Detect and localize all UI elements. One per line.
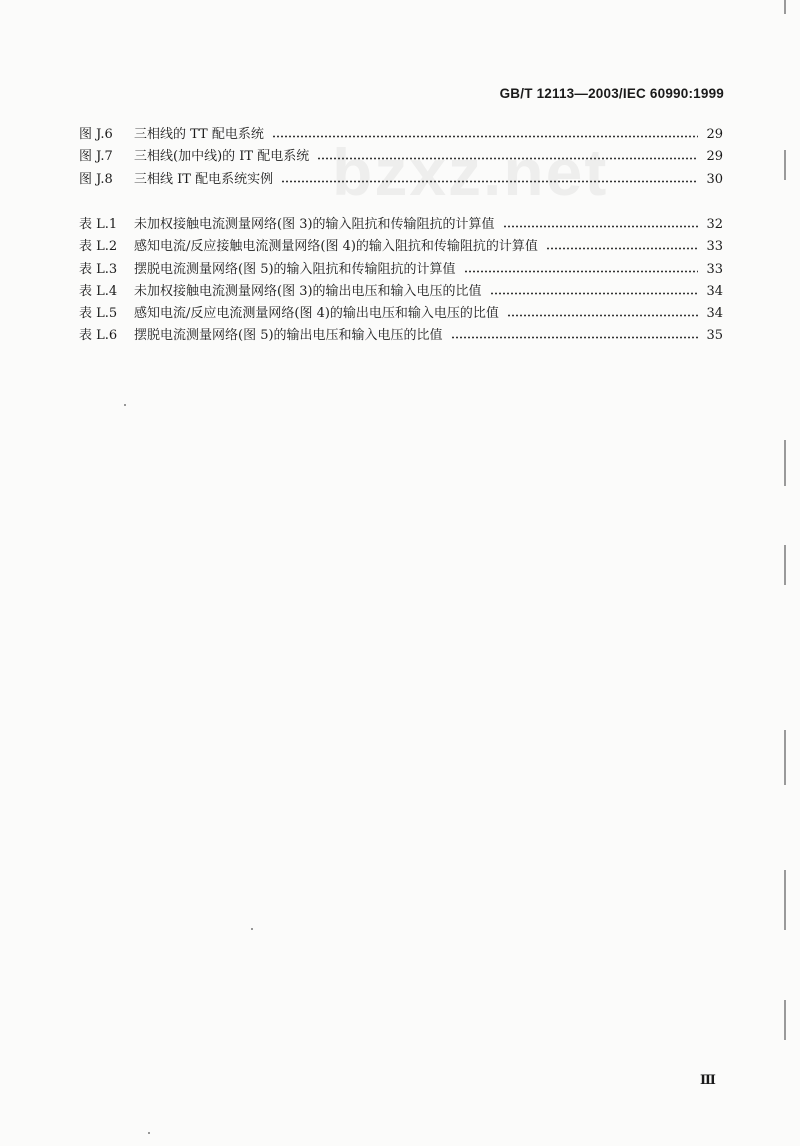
toc-entry-table-l4[interactable]: [79, 281, 723, 303]
entry-page: 32: [706, 217, 723, 232]
page-number: Ⅲ: [700, 1072, 716, 1087]
entry-page: 34: [706, 283, 723, 299]
entry-title: 摆脱电流测量网络(图 5)的输入阻抗和传输阻抗的计算值: [134, 261, 456, 277]
scan-edge-mark: [784, 0, 786, 14]
entry-page: 34: [706, 306, 723, 322]
figure-list: [79, 124, 723, 191]
entry-title: 摆脱电流测量网络(图 5)的输出电压和输入电压的比值: [134, 328, 443, 344]
leader-dots: [281, 174, 698, 183]
entry-page: 29: [706, 127, 723, 142]
leader-dots: [272, 129, 698, 138]
toc-entry-figure-j7[interactable]: [79, 146, 723, 168]
toc-entry-figure-j8[interactable]: [79, 169, 723, 191]
toc-entry-table-l6[interactable]: [79, 325, 723, 347]
standard-code-header: GB/T 12113—2003/IEC 60990:1999: [499, 86, 724, 101]
entry-number: 表 L.2: [79, 239, 118, 255]
leader-dots: [317, 151, 698, 160]
watermark: bzxz.net: [332, 135, 609, 209]
scan-speck: [251, 928, 253, 930]
entry-title: 三相线 IT 配电系统实例: [134, 171, 274, 187]
entry-title: 未加权接触电流测量网络(图 3)的输入阻抗和传输阻抗的计算值: [134, 217, 495, 232]
entry-number: 表 L.6: [79, 328, 118, 344]
leader-dots: [451, 330, 698, 339]
entry-number: 表 L.3: [79, 261, 118, 277]
entry-number: 图 J.8: [79, 171, 113, 187]
scan-edge-mark: [784, 1000, 786, 1040]
table-list: [79, 214, 723, 348]
entry-number: 图 J.7: [79, 149, 113, 165]
leader-dots: [507, 308, 698, 317]
toc-entry-figure-j6[interactable]: [79, 124, 723, 146]
entry-title: 三相线(加中线)的 IT 配电系统: [134, 149, 310, 165]
entry-number: 图 J.6: [79, 127, 113, 142]
scan-edge-mark: [784, 150, 786, 180]
entry-number: 表 L.5: [79, 306, 118, 322]
scan-speck: [124, 404, 126, 406]
scan-edge-mark: [784, 870, 786, 930]
scan-speck: [148, 1132, 150, 1134]
entry-page: 30: [706, 171, 723, 187]
toc-entry-table-l1[interactable]: [79, 214, 723, 236]
entry-page: 33: [706, 239, 723, 255]
leader-dots: [464, 264, 698, 273]
leader-dots: [546, 241, 698, 250]
entry-title: 感知电流/反应电流测量网络(图 4)的输出电压和输入电压的比值: [134, 306, 499, 322]
entry-title: 感知电流/反应接触电流测量网络(图 4)的输入阻抗和传输阻抗的计算值: [134, 239, 538, 255]
scan-edge-mark: [784, 730, 786, 785]
entry-title: 三相线的 TT 配电系统: [134, 127, 264, 142]
toc-entry-table-l3[interactable]: [79, 259, 723, 281]
scan-edge-mark: [784, 440, 786, 486]
toc-entry-table-l5[interactable]: [79, 303, 723, 325]
toc-entry-table-l2[interactable]: [79, 236, 723, 258]
entry-number: 表 L.4: [79, 283, 118, 299]
leader-dots: [490, 286, 698, 295]
entry-title: 未加权接触电流测量网络(图 3)的输出电压和输入电压的比值: [134, 283, 482, 299]
scan-edge-mark: [784, 545, 786, 585]
entry-page: 33: [706, 261, 723, 277]
entry-page: 35: [706, 328, 723, 344]
leader-dots: [503, 219, 698, 228]
entry-page: 29: [706, 149, 723, 165]
entry-number: 表 L.1: [79, 217, 118, 232]
